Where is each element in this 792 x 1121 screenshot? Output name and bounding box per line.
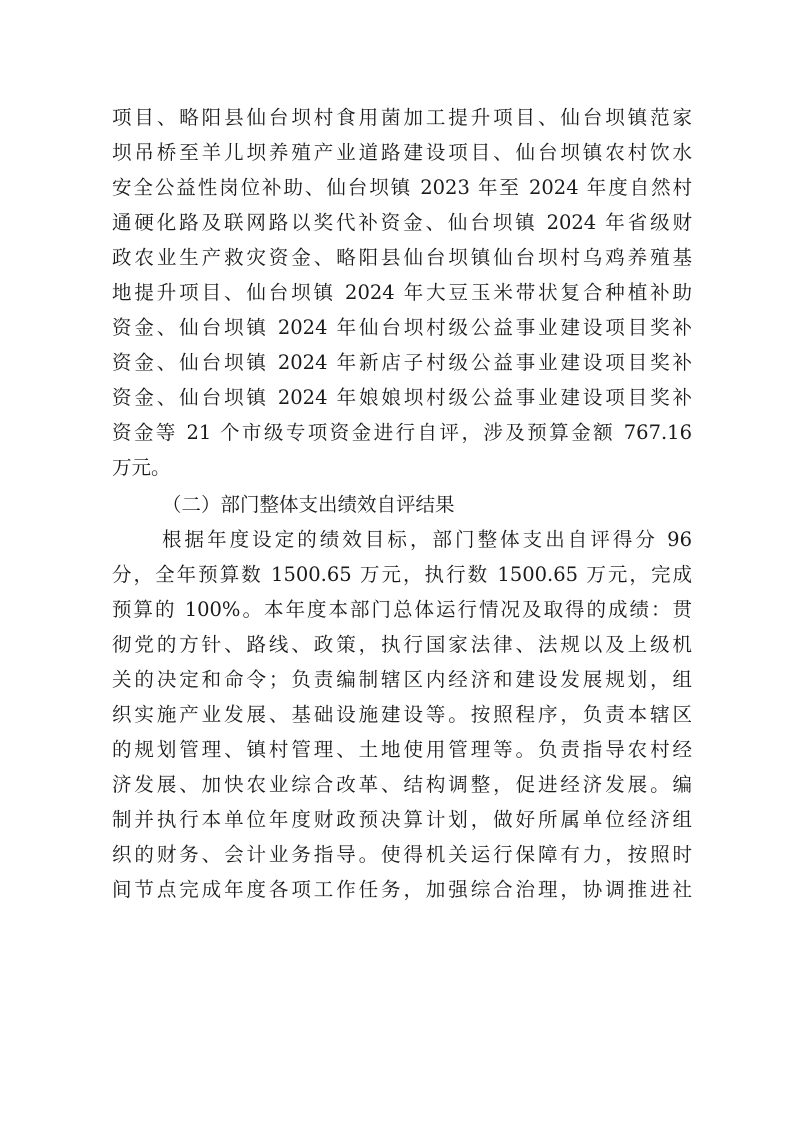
text-line: 资金等 21 个市级专项资金进行自评，涉及预算金额 767.16 bbox=[112, 421, 692, 444]
text-line: 彻党的方针、路线、政策，执行国家法律、法规以及上级机 bbox=[112, 633, 692, 656]
text-line: 根据年度设定的绩效目标，部门整体支出自评得分 96 bbox=[162, 528, 692, 551]
text-line: 地提升项目、仙台坝镇 2024 年大豆玉米带状复合种植补助 bbox=[112, 281, 692, 304]
text-line: 通硬化路及联网路以奖代补资金、仙台坝镇 2024 年省级财 bbox=[112, 211, 692, 234]
section-heading: （二）部门整体支出绩效自评结果 bbox=[162, 493, 455, 516]
text-line: 资金、仙台坝镇 2024 年仙台坝村级公益事业建设项目奖补 bbox=[112, 316, 692, 339]
text-line: 制并执行本单位年度财政预决算计划，做好所属单位经济组 bbox=[112, 808, 692, 831]
text-line: 万元。 bbox=[112, 456, 171, 479]
text-line: 关的决定和命令；负责编制辖区内经济和建设发展规划，组 bbox=[112, 668, 692, 691]
document-body bbox=[112, 100, 692, 909]
text-line: 坝吊桥至羊儿坝养殖产业道路建设项目、仙台坝镇农村饮水 bbox=[112, 141, 692, 164]
text-line: 资金、仙台坝镇 2024 年娘娘坝村级公益事业建设项目奖补 bbox=[112, 386, 692, 409]
text-line: 织实施产业发展、基础设施建设等。按照程序，负责本辖区 bbox=[112, 703, 692, 726]
text-line: 预算的 100%。本年度本部门总体运行情况及取得的成绩：贯 bbox=[112, 598, 692, 621]
paragraph-project-list bbox=[112, 100, 692, 485]
text-line: 织的财务、会计业务指导。使得机关运行保障有力，按照时 bbox=[112, 843, 692, 866]
text-line: 济发展、加快农业综合改革、结构调整，促进经济发展。编 bbox=[112, 773, 692, 796]
text-line: 间节点完成年度各项工作任务，加强综合治理，协调推进社 bbox=[112, 878, 692, 901]
text-line: 资金、仙台坝镇 2024 年新店子村级公益事业建设项目奖补 bbox=[112, 351, 692, 374]
text-line: 分，全年预算数 1500.65 万元，执行数 1500.65 万元，完成 bbox=[112, 563, 692, 586]
text-line: 政农业生产救灾资金、略阳县仙台坝镇仙台坝村乌鸡养殖基 bbox=[112, 246, 692, 269]
text-line: 的规划管理、镇村管理、土地使用管理等。负责指导农村经 bbox=[112, 738, 692, 761]
text-line: 项目、略阳县仙台坝村食用菌加工提升项目、仙台坝镇范家 bbox=[112, 106, 692, 129]
paragraph-performance-result bbox=[112, 522, 692, 907]
text-line: 安全公益性岗位补助、仙台坝镇 2023 年至 2024 年度自然村 bbox=[112, 176, 692, 199]
